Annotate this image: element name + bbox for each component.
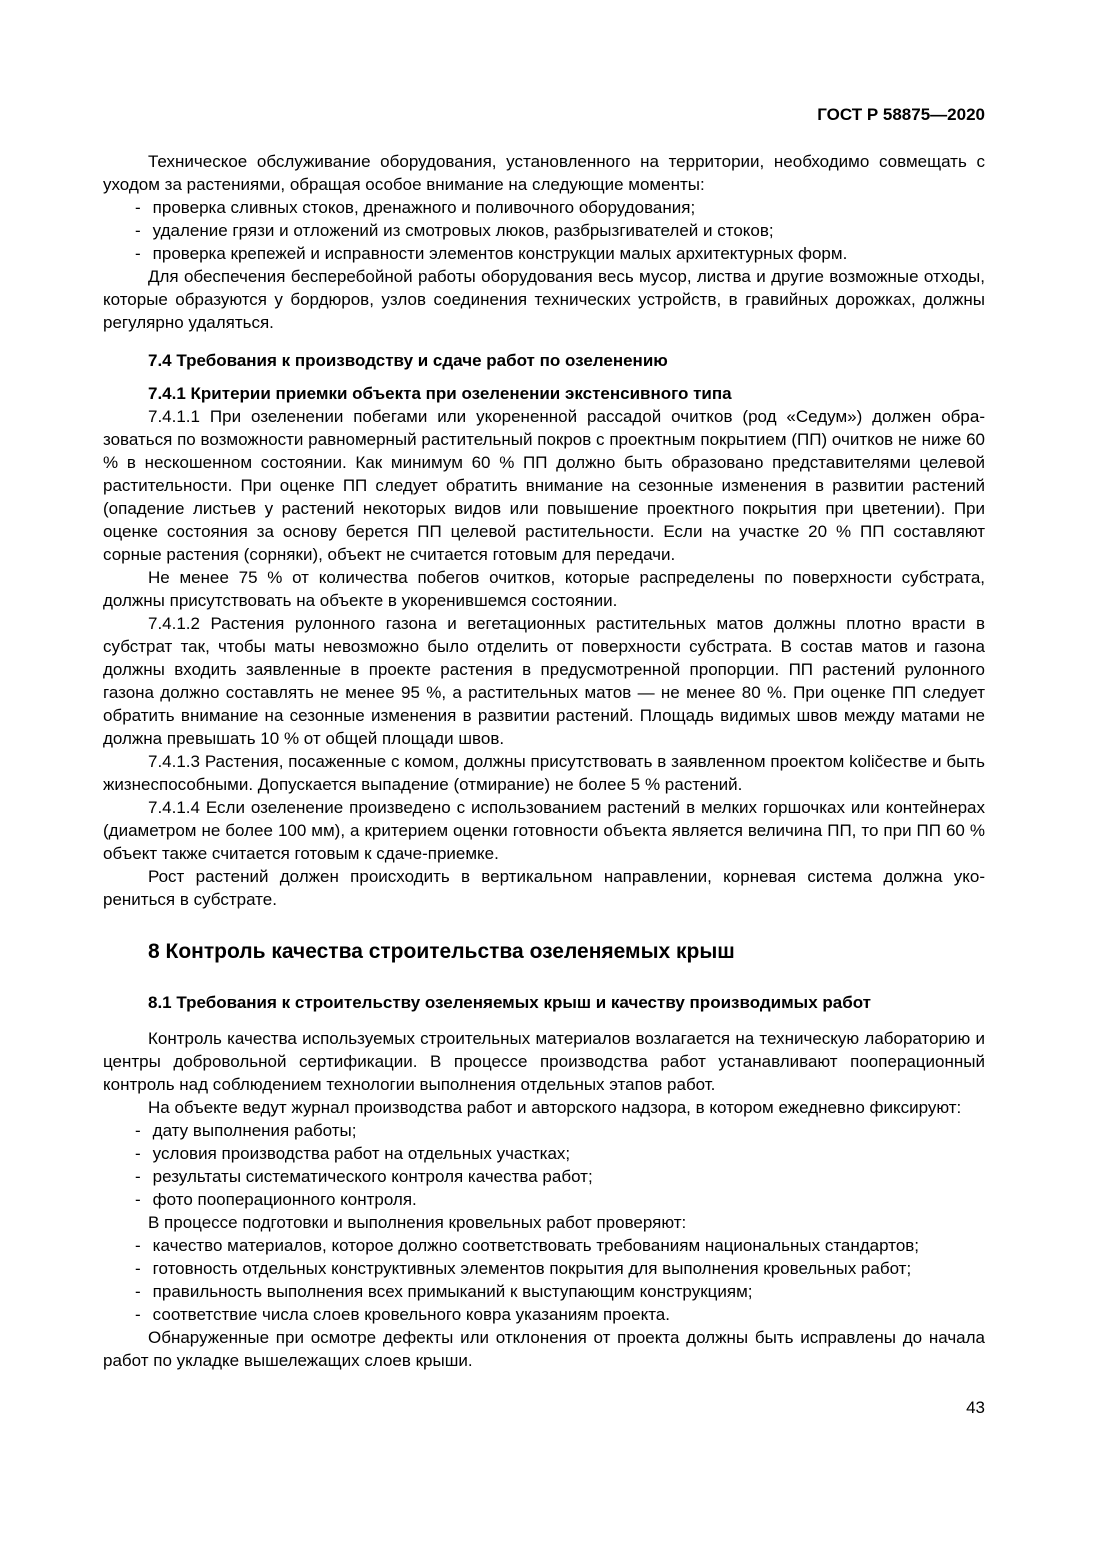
paragraph: 7.4.1.4 Если озеленение произведено с использованием растений в мелких горшочках или контейнерах (диаметром не более 100 мм), а критерием оценки готовности объекта является величина ПП, то при ПП 60 % объект также считается готовым к сдаче-приемке. xyxy=(103,798,985,863)
list-item-text: соответствие числа слоев кровельного ковра указаниям проекта. xyxy=(152,1305,670,1324)
dash-list xyxy=(103,196,985,265)
dash-marker: - xyxy=(135,1167,141,1186)
list-item xyxy=(103,219,985,242)
dash-marker: - xyxy=(135,1190,141,1209)
dash-list xyxy=(103,1119,985,1211)
list-item xyxy=(103,242,985,265)
list-item xyxy=(103,1119,985,1142)
list-item xyxy=(103,1188,985,1211)
list-item xyxy=(103,1280,985,1303)
paragraph: 7.4.1.1 При озеленении побегами или укорененной рассадой очитков (род «Седум») должен образоваться по возможности равномерный растительный покров с проектным покрытием (ПП) очитков не ниже 60 % в нескошенном состоянии. Как минимум 60 % ПП должно быть образовано представителями целевой растительности. При оценке ПП следует обратить внимание на сезонные изменения в развитии растений (опадение листьев у растений некоторых видов или повышение проектного покрытия при цветении). При оценке состояния за основу берется ПП целевой растительности. Если на участке 20 % ПП составляют сорные растения (сорняки), объект не считается готовым для передачи. xyxy=(103,407,985,564)
list-item-text: правильность выполнения всех примыканий к выступающим конструкциям; xyxy=(152,1282,753,1301)
list-item xyxy=(103,1303,985,1326)
paragraph: 7.4.1.2 Растения рулонного газона и вегетационных растительных матов должны плотно врасти в субстрат так, чтобы маты невозможно было отделить от поверхности субстрата. В состав матов и газона должны входить заявленные в проекте растения в предусмотренной пропорции. ПП растений рулонного газона должно составлять не менее 95 %, а растительных матов — не менее 80 %. При оценке ПП следует обратить внимание на сезонные изменения в развитии растений. Площадь видимых швов между матами не должна превышать 10 % от общей площади швов. xyxy=(103,614,985,748)
list-item xyxy=(103,1165,985,1188)
paragraph: Контроль качества используемых строительных материалов возлагается на техническую лабораторию и центры добровольной сертификации. В процессе производства работ устанавливают пооперационный контроль над соблюдением технологии выполнения отдельных этапов работ. xyxy=(103,1029,985,1094)
paragraph: На объекте ведут журнал производства работ и авторского надзора, в котором ежедневно фиксируют: xyxy=(148,1098,962,1117)
section-heading-7-4-1: 7.4.1 Критерии приемки объекта при озеленении экстенсивного типа xyxy=(148,384,732,403)
dash-marker: - xyxy=(135,1236,141,1255)
dash-marker: - xyxy=(135,1282,141,1301)
paragraph: Рост растений должен происходить в вертикальном направлении, корневая система должна укорениться в субстрате. xyxy=(103,867,985,909)
list-item xyxy=(103,1257,985,1280)
list-item-text: фото пооперационного контроля. xyxy=(152,1190,417,1209)
dash-marker: - xyxy=(135,198,141,217)
list-item xyxy=(103,1234,985,1257)
list-item-text: проверка крепежей и исправности элементов конструкции малых архитектурных форм. xyxy=(152,244,848,263)
list-item-text: качество материалов, которое должно соответствовать требованиям национальных стандартов; xyxy=(152,1236,920,1255)
paragraph: Для обеспечения бесперебойной работы оборудования весь мусор, листва и другие возможные отходы, которые образуются у бордюров, узлов соединения технических устройств, в гравийных дорожках, должны регулярно удаляться. xyxy=(103,267,985,332)
paragraph: Обнаруженные при осмотре дефекты или отклонения от проекта должны быть исправлены до начала работ по укладке вышележащих слоев крыши. xyxy=(103,1328,985,1370)
paragraph: 7.4.1.3 Растения, посаженные с комом, должны присутствовать в заявленном проектом količестве и быть жизнеспособными. Допускается выпадение (отмирание) не более 5 % растений. xyxy=(103,752,985,794)
paragraph: В процессе подготовки и выполнения кровельных работ проверяют: xyxy=(148,1213,687,1232)
list-item-text: результаты систематического контроля качества работ; xyxy=(152,1167,593,1186)
dash-marker: - xyxy=(135,221,141,240)
list-item-text: условия производства работ на отдельных участках; xyxy=(152,1144,571,1163)
list-item xyxy=(103,196,985,219)
list-item-text: готовность отдельных конструктивных элементов покрытия для выполнения кровельных работ; xyxy=(152,1259,912,1278)
doc-number-header: ГОСТ Р 58875—2020 xyxy=(817,105,985,124)
dash-marker: - xyxy=(135,1121,141,1140)
dash-marker: - xyxy=(135,1144,141,1163)
text-column xyxy=(103,103,985,1372)
chapter-heading-8: 8 Контроль качества строительства озеленяемых крыш xyxy=(148,940,735,963)
dash-marker: - xyxy=(135,1305,141,1324)
paragraph: Техническое обслуживание оборудования, установленного на территории, необходимо совмещать с уходом за растениями, обращая особое внимание на следующие моменты: xyxy=(103,152,985,194)
page-number: 43 xyxy=(966,1398,985,1417)
list-item-text: дату выполнения работы; xyxy=(152,1121,357,1140)
dash-marker: - xyxy=(135,244,141,263)
list-item-text: проверка сливных стоков, дренажного и поливочного оборудования; xyxy=(152,198,696,217)
paragraph: Не менее 75 % от количества побегов очитков, которые распределены по поверхности субстрата, должны присутствовать на объекте в укоренившемся состоянии. xyxy=(103,568,985,610)
dash-marker: - xyxy=(135,1259,141,1278)
dash-list xyxy=(103,1234,985,1326)
section-heading-8-1: 8.1 Требования к строительству озеленяемых крыш и качеству производимых работ xyxy=(148,993,872,1012)
list-item-text: удаление грязи и отложений из смотровых люков, разбрызгивателей и стоков; xyxy=(152,221,774,240)
list-item xyxy=(103,1142,985,1165)
section-heading-7-4: 7.4 Требования к производству и сдаче работ по озеленению xyxy=(148,351,668,370)
